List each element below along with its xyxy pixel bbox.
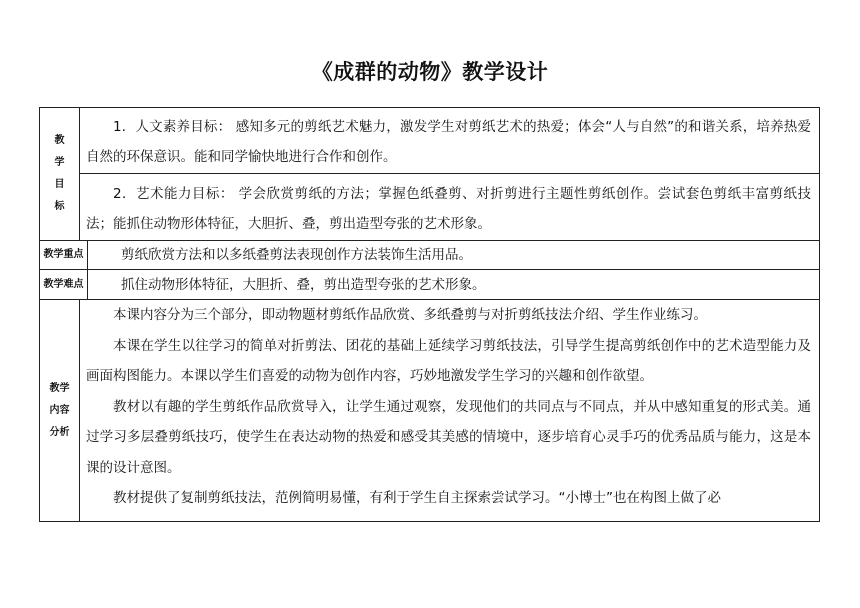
goals-label-char: 学: [54, 157, 65, 168]
key-points-text: 剪纸欣赏方法和以多纸叠剪法表现创作方法装饰生活用品。: [121, 247, 472, 263]
goal-humanistic-cell: [80, 108, 820, 174]
analysis-label-line: 分析: [49, 426, 70, 438]
goal-artistic-cell: [80, 174, 820, 241]
difficulties-cell: [88, 270, 820, 300]
analysis-body: [80, 300, 819, 514]
goals-label-char: 标: [54, 201, 65, 212]
analysis-label-line: 内容: [49, 404, 70, 416]
analysis-paragraph: 教材提供了复制剪纸技法，范例简明易懂，有利于学生自主探索尝试学习。“小博士”也在构图上做了必: [113, 490, 721, 506]
goals-label-char: 教: [54, 135, 65, 146]
goals-label-char: 目: [54, 179, 65, 190]
analysis-label: [40, 300, 80, 522]
analysis-label-line: 教学: [49, 382, 70, 394]
goal-artistic-text: 2．艺术能力目标： 学会欣赏剪纸的方法；掌握色纸叠剪、对折剪进行主题性剪纸创作。尝试套色剪纸丰富剪纸技法；能抓住动物形体特征，大胆折、叠，剪出造型夸张的艺术形象。: [86, 185, 811, 232]
key-points-cell: [88, 241, 820, 270]
difficulties-label: 教学难点: [40, 270, 88, 300]
lesson-plan-table: [39, 107, 820, 522]
key-points-label: 教学重点: [40, 241, 88, 270]
document-title: 《成群的动物》教学设计: [311, 60, 549, 84]
goal-humanistic-text: 1．人文素养目标： 感知多元的剪纸艺术魅力，激发学生对剪纸艺术的热爱；体会“人与自然”的和谐关系，培养热爱自然的环保意识。能和同学愉快地进行合作和创作。: [86, 119, 811, 165]
analysis-paragraph: 本课在学生以往学习的简单对折剪法、团花的基础上延续学习剪纸技法，引导学生提高剪纸创作中的艺术造型能力及画面构图能力。本课以学生们喜爱的动物为创作内容，巧妙地激发学生学习的兴趣和创作欲望。: [86, 337, 811, 384]
analysis-paragraph: 本课内容分为三个部分，即动物题材剪纸作品欣赏、多纸叠剪与对折剪纸技法介绍、学生作业练习。: [113, 307, 707, 323]
difficulties-text: 抓住动物形体特征，大胆折、叠，剪出造型夸张的艺术形象。: [121, 276, 486, 293]
goals-label: [40, 108, 80, 241]
analysis-paragraph: 教材以有趣的学生剪纸作品欣赏导入，让学生通过观察，发现他们的共同点与不同点，并从中感知重复的形式美。通过学习多层叠剪纸技巧，使学生在表达动物的热爱和感受其美感的情境中，逐步培育心灵手巧的优秀品质与能力，这是本课的设计意图。: [86, 398, 811, 476]
analysis-cell: [80, 300, 820, 522]
